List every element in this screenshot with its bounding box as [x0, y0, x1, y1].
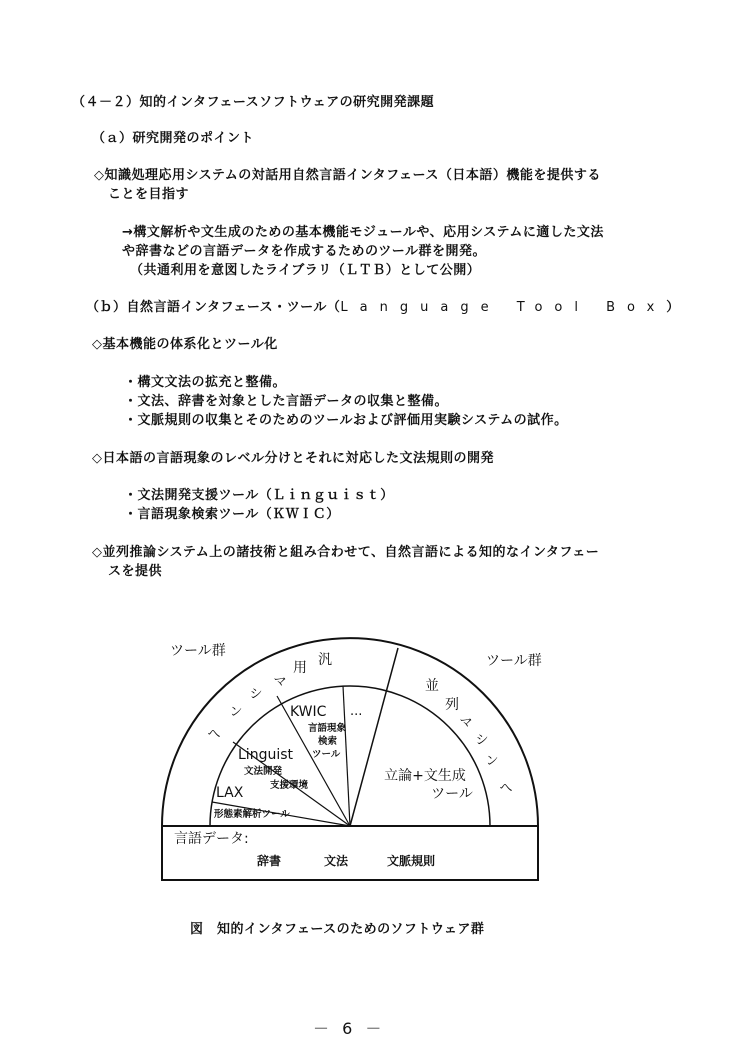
- kwic-desc: 検索: [318, 736, 338, 747]
- b3-line2: スを提供: [108, 564, 163, 579]
- a-arrow-line1: →構文解析や文生成のための基本機能モジュールや、応用システムに適した文法: [122, 225, 604, 240]
- language-data-item: 辞書: [257, 854, 282, 868]
- b3-line1: ◇並列推論システム上の諸技術と組み合わせて、自然言語による知的なインタフェー: [92, 545, 600, 560]
- lax-desc: 形態素解析ツール: [214, 809, 290, 820]
- arc-right-char: 並: [425, 678, 439, 694]
- kwic-label: KWIC: [290, 704, 327, 720]
- b2-heading: ◇日本語の言語現象のレベル分けとそれに対応した文法規則の開発: [92, 451, 494, 466]
- arc-left-char: 汎: [318, 652, 332, 668]
- arc-right-char: ン: [485, 754, 499, 769]
- arc-left-char: マ: [273, 675, 287, 690]
- a-item1-line1: ◇知識処理応用システムの対話用自然言語インタフェース（日本語）機能を提供する: [94, 168, 601, 183]
- language-data-item: 文法: [324, 854, 349, 868]
- a-arrow-line2: や辞書などの言語データを作成するためのツール群を開発。: [122, 244, 486, 259]
- kwic-desc: 言語現象: [308, 723, 347, 734]
- b-title-suffix: ）: [666, 300, 680, 315]
- language-data-label: 言語データ:: [174, 831, 249, 847]
- linguist-desc: 支援環境: [270, 780, 309, 791]
- a-item1-line2: ことを目指す: [108, 187, 190, 202]
- b-title-prefix: （ｂ）自然言語インタフェース・ツール（: [86, 300, 341, 315]
- b2-bullet: ・文法開発支援ツール（Ｌｉｎｇｕｉｓｔ）: [124, 488, 394, 503]
- linguist-desc: 文法開発: [244, 766, 283, 777]
- b1-heading: ◇基本機能の体系化とツール化: [92, 337, 278, 352]
- arc-left-char: シ: [249, 687, 263, 702]
- gen-tool-label: ツール: [431, 786, 473, 802]
- b1-bullet: ・構文文法の拡充と整備。: [124, 375, 287, 390]
- arc-right-char: マ: [459, 716, 473, 731]
- arc-right-char: 列: [445, 697, 459, 713]
- lax-label: LAX: [216, 785, 244, 801]
- kwic-desc: ツール: [312, 749, 341, 760]
- tool-group-right-label: ツール群: [486, 653, 542, 669]
- section-title: （４－２）知的インタフェースソフトウェアの研究開発課題: [72, 95, 435, 110]
- language-data-item: 文脈規則: [387, 854, 436, 868]
- divider-right: [350, 648, 398, 826]
- b1-bullet: ・文法、辞書を対象とした言語データの収集と整備。: [124, 394, 449, 409]
- arc-right-char: へ: [499, 781, 513, 796]
- b2-bullet: ・言語現象検索ツール（ＫＷＩＣ）: [124, 507, 340, 522]
- arc-left-char: ン: [229, 705, 243, 720]
- linguist-label: Linguist: [238, 747, 293, 763]
- ellipsis-label: ...: [350, 704, 363, 719]
- a-arrow-line3: （共通利用を意図したライブラリ（ＬＴＢ）として公開）: [130, 263, 481, 278]
- subsection-a-title: （ａ）研究開発のポイント: [92, 131, 255, 146]
- arc-left-char: へ: [207, 727, 221, 742]
- b1-bullet: ・文脈規則の収集とそのためのツールおよび評価用実験システムの試作。: [124, 413, 568, 428]
- tool-group-left-label: ツール群: [170, 643, 226, 659]
- arc-right-char: シ: [475, 733, 489, 748]
- divider-ellipsis: [343, 686, 350, 826]
- page-number: － 6 －: [313, 1019, 386, 1038]
- figure-caption: 図 知的インタフェースのためのソフトウェア群: [190, 922, 485, 937]
- arc-left-char: 用: [293, 660, 307, 676]
- gen-tool-label: 立論+文生成: [384, 768, 466, 784]
- b-title-en: Language Tool Box: [340, 300, 667, 315]
